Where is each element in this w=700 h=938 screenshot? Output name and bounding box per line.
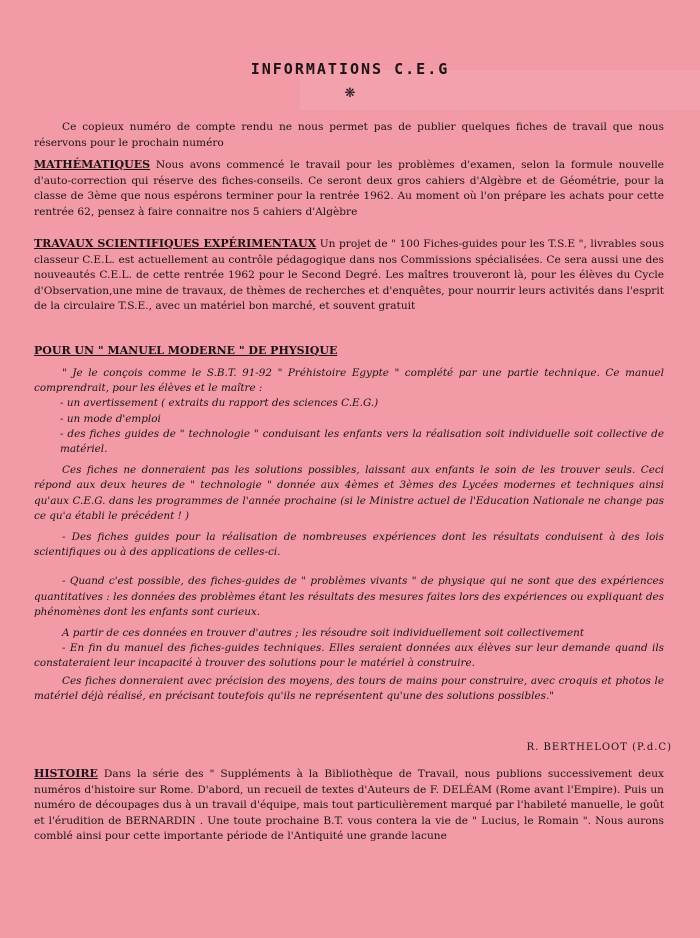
intro-paragraph: Ce copieux numéro de compte rendu ne nous permet pas de publier quelques fiches de travail que nous réservons pour le prochain numéro — [34, 121, 664, 149]
physique-list-1: - un avertissement ( extraits du rapport des sciences C.E.G.) — [60, 397, 379, 410]
tse-heading: TRAVAUX SCIENTIFIQUES EXPÉRIMENTAUX — [34, 237, 317, 250]
physique-list-2: - un mode d'emploi — [60, 412, 161, 425]
histoire-heading: HISTOIRE — [34, 767, 98, 780]
physique-p1: " Je le conçois comme le S.B.T. 91-92 " Préhistoire Egypte " complété par une partie technique. Ce manuel comprendrait, pour les élèves et le maître : — [34, 367, 664, 395]
physique-p7: Ces fiches donneraient avec précision des moyens, des tours de mains pour construire, avec croquis et photos le matériel déjà réalisé, en précisant toutefois qu'ils ne représentent qu'une des solutions possibles." — [34, 674, 664, 702]
page-title: INFORMATIONS C.E.G — [250, 60, 450, 78]
section-physique — [34, 343, 664, 360]
section-mathematiques — [34, 157, 664, 220]
section-histoire — [34, 766, 664, 845]
physique-list-3: - des fiches guides de " technologie " conduisant les enfants vers la réalisation soit individuelle soit collective de matériel. — [60, 427, 664, 456]
ornament-icon: ❋ — [344, 86, 356, 101]
math-heading: MATHÉMATIQUES — [34, 158, 151, 171]
physique-heading: POUR UN " MANUEL MODERNE " DE PHYSIQUE — [34, 344, 338, 357]
histoire-text: Dans la série des " Suppléments à la Bibliothèque de Travail, nous publions successivement deux numéros d'histoire sur Rome. D'abord, un recueil de textes d'Auteurs de F. DELÉAM (Rome avant l'Empire). Puis un numéro de découpages dus à un travail d'équipe, mais tout particulièrement marqué par l'habileté manuelle, le goût et l'érudition de BERNARDIN . Une toute prochaine B.T. vous contera la vie de " Lucius, le Romain ". Nous aurons comblé ainsi pour cette importante période de l'Antiquité une grande lacune — [34, 768, 664, 843]
signature: R. BERTHELOOT (P.d.C) — [526, 742, 672, 753]
physique-p4: - Quand c'est possible, des fiches-guides de " problèmes vivants " de physique qui ne sont que des expériences quantitatives : les données des problèmes étant les résultats des mesures faites lors des expériences ou expliquant des phénomènes dont les enfants sont curieux. — [34, 575, 664, 618]
physique-p3: - Des fiches guides pour la réalisation de nombreuses expériences dont les résultats conduisent à des lois scientifiques ou à des applications de celles-ci. — [34, 531, 664, 559]
physique-p5: A partir de ces données en trouver d'autres ; les résoudre soit individuellement soit collectivement — [62, 627, 585, 640]
tse-text: Un projet de " 100 Fiches-guides pour les T.S.E ", livrables sous classeur C.E.L. est actuellement au contrôle pédagogique dans nos Commissions spécialisées. Ce sera aussi une des nouveautés C.E.L. de cette rentrée 1962 pour le Second Degré. Les maîtres trouveront là, pour les élèves du Cycle d'Observation,une mine de travaux, de thèmes de recherches et d'enquêtes, pour nourrir leurs activités dans l'esprit de la circulaire T.S.E., avec un matériel bon marché, et souvent gratuit — [34, 238, 665, 313]
physique-body — [34, 366, 664, 704]
section-tse — [34, 236, 664, 315]
math-text: Nous avons commencé le travail pour les problèmes d'examen, selon la formule nouvelle d'auto-correction qui réserve des fiches-conseils. Ce seront deux gros cahiers d'Algèbre et de Géométrie, pour la classe de 3ème que nous espérons terminer pour la rentrée 1962. Au moment où l'on prépare les achats pour cette rentrée 62, pensez à faire connaitre nos 5 cahiers d'Algèbre — [34, 159, 664, 218]
physique-p2: Ces fiches ne donneraient pas les solutions possibles, laissant aux enfants le soin de les trouver seuls. Ceci répond aux deux heures de " technologie " donnée aux 4èmes et 3èmes des Lycées modernes et techniques ainsi qu'aux C.E.G. dans les programmes de l'année prochaine (si le Ministre actuel de l'Education Nationale ne change pas ce qu'a établi le précédent ! ) — [34, 464, 664, 522]
physique-p6: - En fin du manuel des fiches-guides techniques. Elles seraient données aux élèves sur leur demande quand ils constateraient leur incapacité à trouver des solutions pour le matériel à construire. — [34, 642, 664, 670]
